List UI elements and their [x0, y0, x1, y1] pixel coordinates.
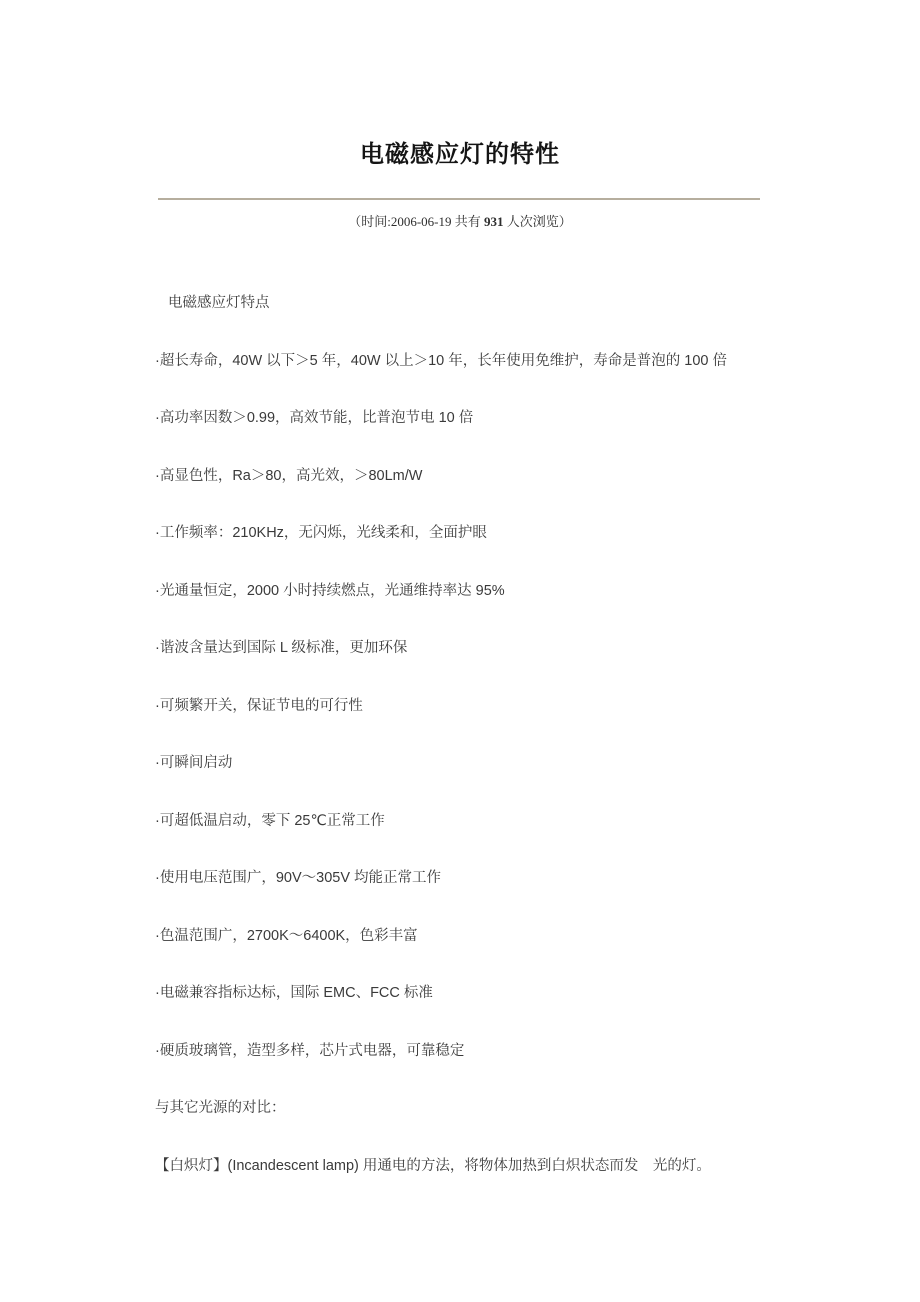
article-body — [155, 293, 770, 1176]
feature-item-color-temperature: ·色温范围广，2700K～6400K，色彩丰富 — [155, 927, 418, 944]
page-title: 电磁感应灯的特性 — [360, 142, 560, 168]
feature-item-longlife: ·超长寿命，40W 以下＞5 年，40W 以上＞10 年，长年使用免维护，寿命是普泡的 100 倍 — [155, 352, 728, 369]
meta-suffix: 人次浏览） — [503, 214, 572, 229]
feature-item-emc: ·电磁兼容指标达标，国际 EMC、FCC 标准 — [155, 985, 433, 1001]
feature-item-switching: ·可频繁开关，保证节电的可行性 — [155, 697, 363, 714]
feature-item-low-temperature: ·可超低温启动，零下 25℃正常工作 — [155, 812, 385, 829]
feature-item-lumen-maintenance: ·光通量恒定，2000 小时持续燃点，光通维持率达 95% — [155, 582, 505, 599]
feature-item-glass-tube: ·硬质玻璃管，造型多样，芯片式电器，可靠稳定 — [155, 1042, 465, 1059]
feature-item-instant-start: ·可瞬间启动 — [155, 755, 233, 771]
view-count: 931 — [484, 214, 504, 229]
intro-line: 电磁感应灯特点 — [168, 295, 270, 311]
feature-item-frequency: ·工作频率：210KHz，无闪烁，光线柔和，全面护眼 — [155, 525, 487, 541]
feature-item-power-factor: ·高功率因数＞0.99，高效节能，比普泡节电 10 倍 — [155, 410, 474, 426]
title-divider — [158, 198, 760, 200]
comparison-heading: 与其它光源的对比： — [155, 1100, 286, 1116]
comparison-item-incandescent: 【白炽灯】(Incandescent lamp) 用通电的方法，将物体加热到白炽状态而发 光的灯。 — [155, 1157, 711, 1174]
feature-item-voltage-range: ·使用电压范围广，90V～305V 均能正常工作 — [155, 870, 442, 886]
meta-line — [0, 214, 920, 230]
meta-prefix: （时间:2006-06-19 共有 — [348, 214, 484, 229]
feature-item-color-rendering: ·高显色性，Ra＞80，高光效，＞80Lm/W — [155, 467, 423, 484]
feature-item-harmonics: ·谐波含量达到国际 L 级标准，更加环保 — [155, 640, 408, 656]
